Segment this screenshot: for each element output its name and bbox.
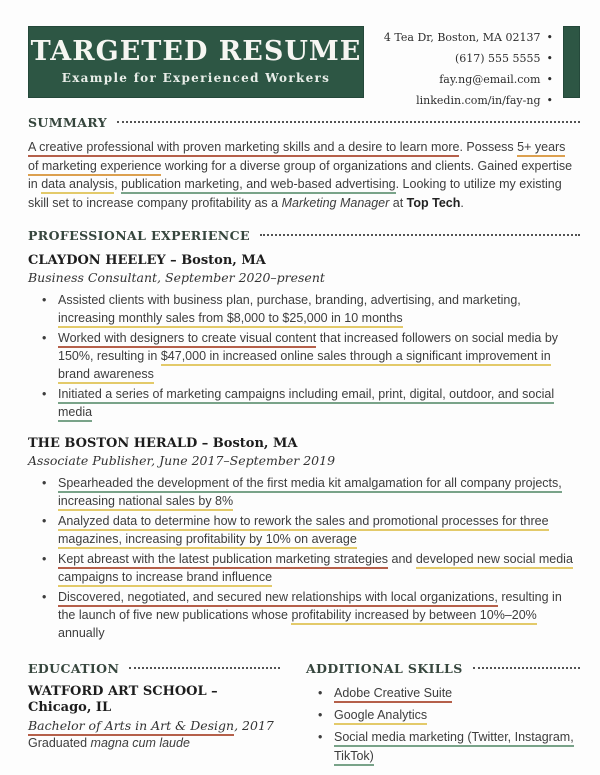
bottom-columns — [28, 660, 580, 769]
text-segment-underline-red: A creative professional with proven marketing skills and a desire to learn more — [28, 140, 459, 157]
header-accent-bar — [563, 26, 580, 98]
bullet-text — [58, 474, 580, 510]
skill-item — [306, 706, 580, 725]
bullet-text — [58, 588, 580, 642]
text-segment: . Looking to utilize my existing skill set to increase company profitability as a — [28, 177, 562, 210]
bullet-item — [28, 550, 580, 586]
education-note — [28, 735, 280, 752]
skill-item — [306, 684, 580, 703]
bullet-glyph: • — [318, 686, 323, 700]
text-segment-underline-yellow: increasing national sales by 8% — [58, 494, 233, 511]
text-segment-underline-red: Discovered, negotiated, and secured new relationships with local organizations, — [58, 590, 498, 607]
job-company: CLAYDON HEELEY – Boston, MA — [28, 253, 266, 268]
bullet-glyph: • — [42, 387, 47, 401]
resume-header — [28, 26, 580, 107]
bullet-glyph: • — [42, 514, 47, 528]
skill-text — [334, 684, 580, 703]
bullet-item — [28, 329, 580, 383]
contact-email — [364, 69, 553, 90]
summary-heading-label: SUMMARY — [28, 115, 108, 130]
summary-paragraph — [28, 138, 580, 212]
experience-heading-label: PROFESSIONAL EXPERIENCE — [28, 228, 250, 243]
experience-section-heading — [28, 227, 580, 244]
text-segment: magna cum laude — [90, 736, 190, 750]
text-segment-underline-yellow: Google Analytics — [334, 708, 427, 725]
education-section-heading — [28, 660, 280, 677]
job-bullet-list — [28, 291, 580, 421]
bullet-glyph: • — [42, 590, 47, 604]
skill-text — [334, 728, 580, 766]
text-segment-underline-yellow: developed new social media campaigns to increase brand influence — [58, 552, 573, 587]
contact-block — [364, 26, 563, 111]
bullet-item — [28, 291, 580, 327]
additional-skills-section — [306, 660, 580, 769]
text-segment-underline-green: Social media marketing (Twitter, Instagram, TikTok) — [334, 730, 574, 766]
contact-bullet: • — [546, 73, 553, 86]
dotted-rule — [129, 667, 280, 669]
text-segment: and — [388, 552, 416, 566]
text-segment-underline-yellow: profitability increased by between 10%–20% — [291, 608, 536, 625]
bullet-text — [58, 550, 580, 586]
contact-bullet: • — [546, 31, 553, 44]
skills-section-heading — [306, 660, 580, 677]
education-section — [28, 660, 280, 769]
text-segment: annually — [58, 626, 105, 640]
bullet-glyph: • — [42, 293, 47, 307]
contact-linkedin — [364, 90, 553, 111]
bullet-glyph: • — [42, 331, 47, 345]
text-segment-underline-red: Kept abreast with the latest publication marketing strategies — [58, 552, 388, 569]
text-segment-underline-red: Adobe Creative Suite — [334, 686, 452, 703]
skill-text — [334, 706, 580, 725]
text-segment: Assisted clients with business plan, purchase, branding, advertising, and marketing, — [58, 293, 521, 307]
education-school: WATFORD ART SCHOOL – Chicago, IL — [28, 684, 218, 715]
contact-bullet: • — [546, 52, 553, 65]
text-segment: Graduated — [28, 736, 91, 750]
bullet-item — [28, 474, 580, 510]
dotted-rule — [260, 234, 580, 236]
text-segment: . — [460, 195, 464, 210]
contact-bullet: • — [546, 94, 553, 107]
summary-section-heading — [28, 114, 580, 131]
bullet-text — [58, 512, 580, 548]
text-segment-underline-green: Spearheaded the development of the first media kit amalgamation for all company projects, — [58, 476, 562, 493]
bullet-glyph: • — [318, 730, 323, 744]
text-segment: Marketing Manager — [281, 195, 390, 210]
text-segment: , 2017 — [234, 718, 274, 733]
bullet-text — [58, 329, 580, 383]
job-role: Business Consultant, September 2020–present — [28, 270, 325, 285]
bullet-text — [58, 385, 580, 421]
job-role: Associate Publisher, June 2017–September 2019 — [28, 453, 336, 468]
contact-address-text: 4 Tea Dr, Boston, MA 02137 — [383, 31, 541, 44]
bullet-glyph: • — [42, 476, 47, 490]
bullet-item — [28, 512, 580, 548]
text-segment-underline-yellow: increasing monthly sales from $8,000 to $25,000 in 10 months — [58, 311, 403, 328]
job-boston-herald — [28, 435, 580, 642]
dotted-rule — [117, 121, 580, 123]
text-segment-underline-red: Bachelor of Arts in Art & Design — [28, 718, 234, 736]
skills-list — [306, 684, 580, 766]
text-segment: . Possess — [459, 140, 518, 154]
contact-linkedin-text: linkedin.com/in/fay-ng — [416, 94, 541, 107]
text-segment: , — [114, 177, 122, 191]
education-heading-label: EDUCATION — [28, 661, 120, 676]
text-segment: Top Tech — [406, 195, 461, 210]
text-segment-underline-yellow: Analyzed data to determine how to rework the sales and promotional processes for three magazines, increasing profitability by 10% on average — [58, 514, 549, 549]
text-segment-underline-green: Initiated a series of marketing campaigns including email, print, digital, outdoor, and social media — [58, 387, 554, 422]
text-segment: that increased followers on social media by 150%, resulting in — [58, 331, 559, 363]
text-segment-underline-orange: 5+ years of marketing experience — [28, 140, 565, 176]
skills-heading-label: ADDITIONAL SKILLS — [306, 661, 463, 676]
job-claydon-heeley — [28, 252, 580, 421]
contact-phone — [364, 48, 553, 69]
job-company: THE BOSTON HERALD – Boston, MA — [28, 436, 298, 451]
bullet-text — [58, 291, 580, 327]
resume-subtitle: Example for Experienced Workers — [61, 71, 331, 85]
text-segment-underline-yellow: data analysis — [41, 177, 114, 194]
contact-phone-text: (617) 555 5555 — [454, 52, 541, 65]
contact-email-text: fay.ng@email.com — [439, 73, 541, 86]
text-segment: resulting in the launch of five new publications whose — [58, 590, 562, 622]
text-segment-underline-red: Worked with designers to create visual content — [58, 331, 316, 348]
text-segment: at — [389, 195, 407, 210]
education-degree — [28, 717, 280, 734]
bullet-item — [28, 588, 580, 642]
skill-item — [306, 728, 580, 766]
contact-address — [364, 27, 553, 48]
text-segment: working for a diverse group of organizations and clients. Gained expertise in — [28, 158, 573, 191]
resume-title: TARGETED RESUME — [30, 36, 362, 67]
bullet-glyph: • — [42, 552, 47, 566]
resume-banner — [28, 26, 364, 98]
text-segment-underline-green: publication marketing, and web-based advertising — [121, 177, 395, 194]
bullet-item — [28, 385, 580, 421]
bullet-glyph: • — [318, 708, 323, 722]
dotted-rule — [473, 667, 580, 669]
job-bullet-list — [28, 474, 580, 642]
text-segment-underline-yellow: $47,000 in increased online sales through a significant improvement in brand awareness — [58, 349, 551, 384]
